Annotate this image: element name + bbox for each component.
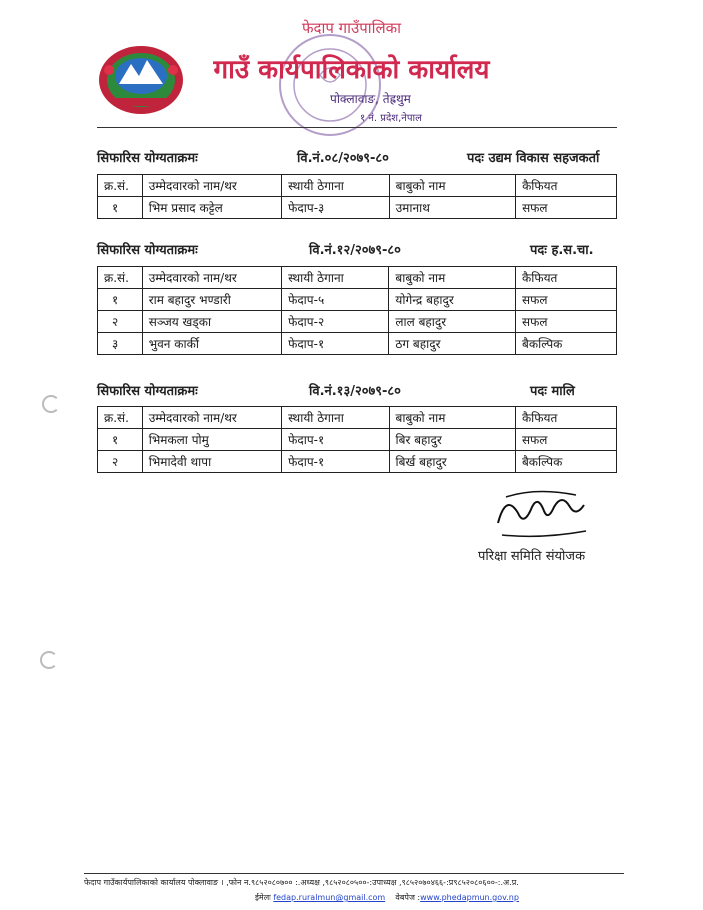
notice-number: वि.नं.१२/२०७९-८० — [309, 243, 401, 258]
serial-cell: १ — [98, 289, 143, 311]
result-table — [97, 266, 617, 355]
signature-icon — [488, 483, 598, 543]
address-cell: फेदाप-१ — [282, 333, 389, 355]
column-header: स्थायी ठेगाना — [282, 267, 389, 289]
column-header: बाबुको नाम — [389, 267, 516, 289]
column-header: क्र.सं. — [98, 267, 143, 289]
column-header: उम्मेदवारको नाम/थर — [142, 175, 281, 197]
address-cell: फेदाप-२ — [282, 311, 389, 333]
table-header-row — [98, 175, 617, 197]
address-cell: फेदाप-१ — [282, 451, 389, 473]
result-table — [97, 174, 617, 219]
section-label: सिफारिस योग्यताक्रमः — [97, 243, 198, 258]
remarks-cell: बैकल्पिक — [515, 451, 616, 473]
email-label: ईमेलः — [255, 893, 271, 902]
web-label: वेबपेज : — [395, 893, 421, 902]
remarks-cell: सफल — [515, 429, 616, 451]
result-table — [97, 406, 617, 473]
column-header: स्थायी ठेगाना — [282, 407, 389, 429]
website-link[interactable]: www.phedapmun.gov.np — [420, 893, 519, 902]
table-row — [98, 311, 617, 333]
section-label: सिफारिस योग्यताक्रमः — [97, 384, 198, 399]
column-header: कैफियत — [515, 407, 616, 429]
table-row — [98, 429, 617, 451]
candidate-name-cell: भुवन कार्की — [142, 333, 281, 355]
table-header-row — [98, 267, 617, 289]
father-name-cell: योगेन्द्र बहादुर — [389, 289, 516, 311]
table-row — [98, 197, 617, 219]
column-header: उम्मेदवारको नाम/थर — [142, 407, 281, 429]
email-link[interactable]: fedap.ruralmun@gmail.com — [273, 893, 386, 902]
father-name-cell: लाल बहादुर — [389, 311, 516, 333]
father-name-cell: बिर बहादुर — [389, 429, 515, 451]
remarks-cell: सफल — [516, 311, 617, 333]
column-header: कैफियत — [516, 267, 617, 289]
remarks-cell: बैकल्पिक — [516, 333, 617, 355]
candidate-name-cell: राम बहादुर भण्डारी — [142, 289, 281, 311]
notice-number: वि.नं.१३/२०७९-८० — [309, 384, 401, 399]
office-name-small: फेदाप गाउँपालिका — [301, 19, 402, 37]
serial-cell: १ — [98, 197, 143, 219]
post-name: पदः उद्यम विकास सहजकर्ता — [467, 151, 600, 166]
serial-cell: २ — [98, 311, 143, 333]
header-divider — [97, 127, 617, 128]
serial-cell: ३ — [98, 333, 143, 355]
father-name-cell: उमानाथ — [389, 197, 515, 219]
column-header: क्र.सं. — [98, 175, 143, 197]
address-cell: फेदाप-१ — [282, 429, 389, 451]
section-label: सिफारिस योग्यताक्रमः — [97, 151, 198, 166]
footer-web-line — [255, 892, 519, 903]
punch-hole-icon — [40, 651, 58, 669]
table-row — [98, 333, 617, 355]
column-header: उम्मेदवारको नाम/थर — [142, 267, 281, 289]
candidate-name-cell: भिमकला पोमु — [142, 429, 281, 451]
office-title: गाउँ कार्यपालिकाको कार्यालय — [213, 55, 490, 85]
table-row — [98, 451, 617, 473]
address-cell: फेदाप-५ — [282, 289, 389, 311]
father-name-cell: ठग बहादुर — [389, 333, 516, 355]
column-header: बाबुको नाम — [389, 175, 515, 197]
signatory-title: परिक्षा समिति संयोजक — [478, 549, 586, 564]
table-row — [98, 289, 617, 311]
footer-contact-line: फेदाप गाउँकार्यपालिकाको कार्यालय पोक्लावाङ । ,फोन न.९८५२०८०७०० :.अध्यक्ष ,९८५२०८०५००-:उपाध्यक्ष ,९८५२०७०४६६-:प्र९८५२०८०६००-:.अ.प्र. — [84, 878, 519, 887]
remarks-cell: सफल — [516, 289, 617, 311]
column-header: कैफियत — [516, 175, 617, 197]
punch-hole-icon — [42, 395, 60, 413]
serial-cell: २ — [98, 451, 143, 473]
column-header: क्र.सं. — [98, 407, 143, 429]
serial-cell: १ — [98, 429, 143, 451]
notice-number: वि.नं.०८/२०७९-८० — [297, 151, 389, 166]
column-header: स्थायी ठेगाना — [282, 175, 389, 197]
remarks-cell: सफल — [516, 197, 617, 219]
post-name: पदः ह.स.चा. — [530, 243, 594, 258]
father-name-cell: बिर्ख बहादुर — [389, 451, 515, 473]
address-line: पोक्लावाङ, तेह्रथुम — [330, 92, 411, 106]
column-header: बाबुको नाम — [389, 407, 515, 429]
table-header-row — [98, 407, 617, 429]
post-name: पदः मालि — [530, 384, 575, 399]
footer-divider — [84, 873, 624, 874]
province-line: १ नं. प्रदेश,नेपाल — [360, 113, 422, 124]
candidate-name-cell: सञ्जय खड्का — [142, 311, 281, 333]
candidate-name-cell: भिमादेवी थापा — [142, 451, 281, 473]
address-cell: फेदाप-३ — [282, 197, 389, 219]
candidate-name-cell: भिम प्रसाद कट्टेल — [142, 197, 281, 219]
